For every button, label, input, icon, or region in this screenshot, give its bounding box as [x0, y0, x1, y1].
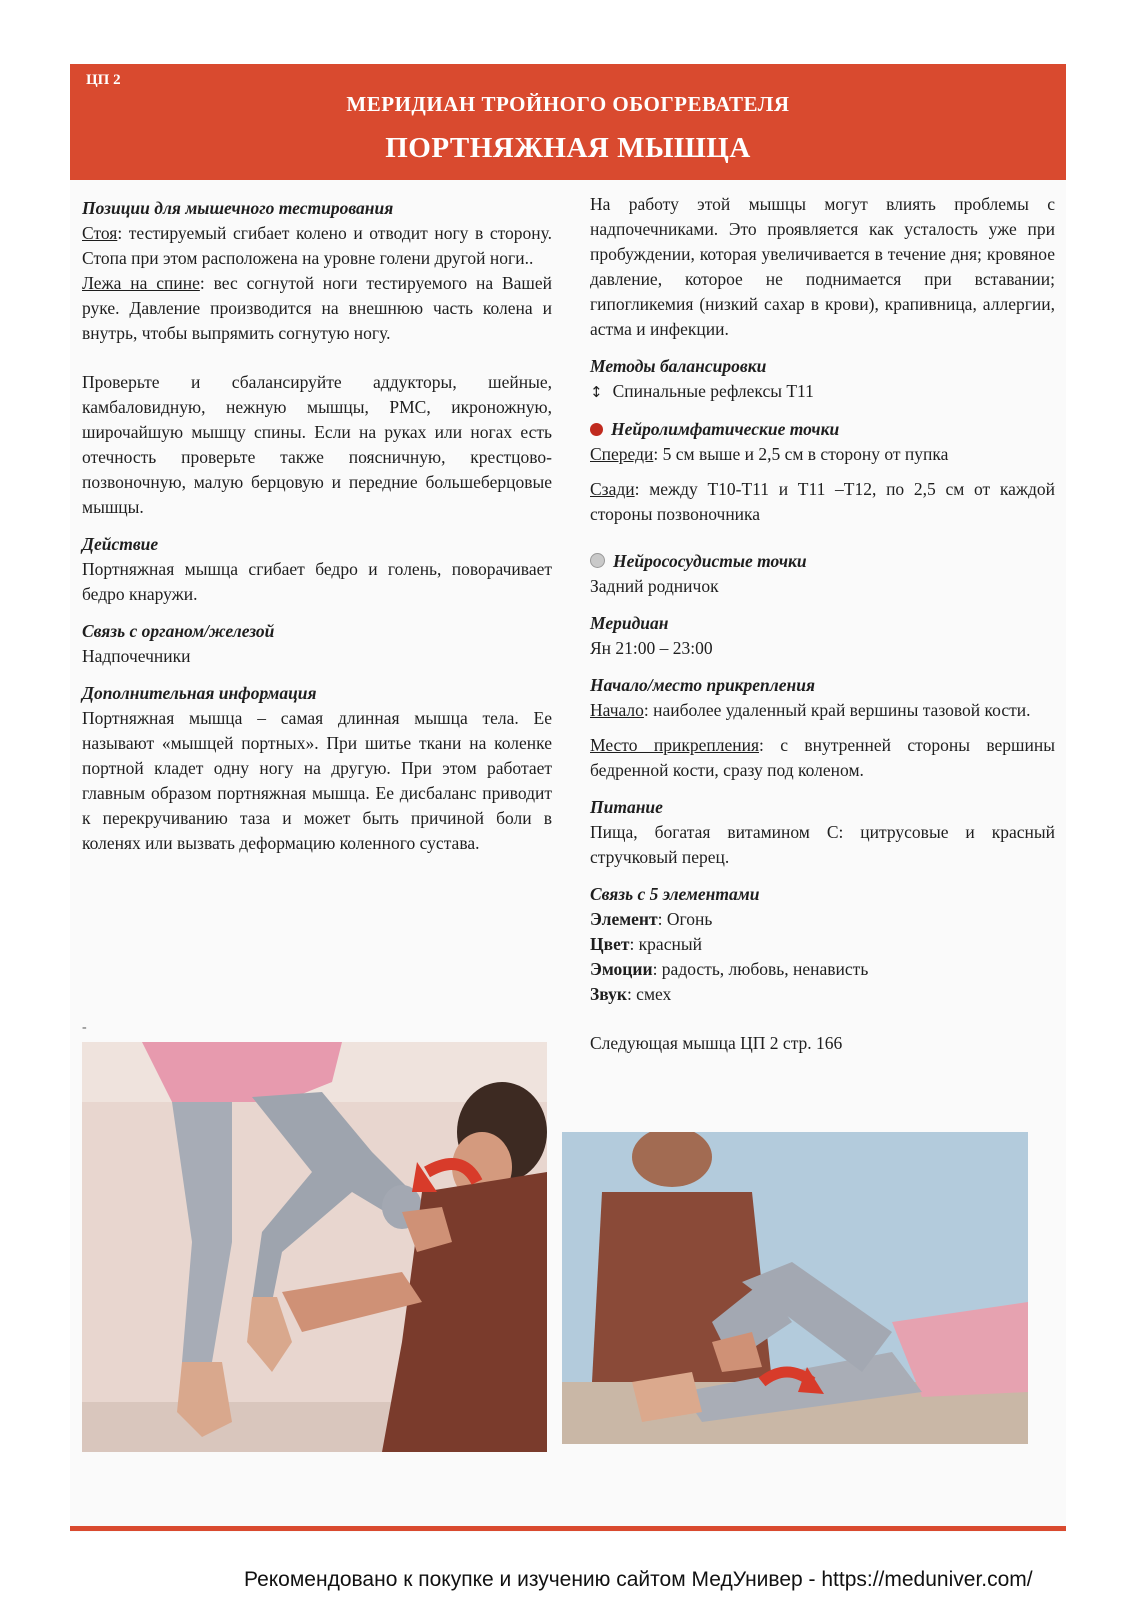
red-point-icon — [590, 423, 603, 436]
back-paragraph — [590, 477, 1055, 527]
standing-test-photo — [82, 1042, 547, 1452]
page-code: ЦП 2 — [86, 72, 121, 88]
meridian-heading: Меридиан — [590, 613, 669, 633]
origin-text: : наиболее удаленный край вершины тазовой кости. — [643, 700, 1031, 720]
insert-label: Место прикрепления — [590, 735, 759, 755]
grey-point-icon — [590, 553, 605, 568]
balance-heading: Методы балансировки — [590, 356, 767, 376]
extra-heading: Дополнительная информация — [82, 683, 317, 703]
positions-heading: Позиции для мышечного тестирования — [82, 198, 394, 218]
origin-label: Начало — [590, 700, 644, 720]
meridian-subtitle: МЕРИДИАН ТРОЙНОГО ОБОГРЕВАТЕЛЯ — [346, 92, 790, 116]
nv-heading: Нейрососудистые точки — [613, 551, 807, 571]
sound-label: Звук — [590, 984, 627, 1004]
footer-rule — [70, 1526, 1066, 1531]
extra-text: Портняжная мышца – самая длинная мышца тела. Ее называют «мышцей портных». При шитье ткани на коленке портной кладет одну ногу на другую. При этом работает главным образом портняжная мышца. Ее дисбаланс приводит к перекручиванию таза и может быть причиной боли в коленях или вызвать деформацию коленного сустава. — [82, 708, 552, 853]
back-label: Сзади — [590, 479, 635, 499]
balance-text: Спинальные рефлексы T11 — [612, 381, 814, 401]
document-page — [70, 64, 1066, 1532]
intro-paragraph: На работу этой мышцы могут влиять проблемы с надпочечниками. Это проявляется как усталость уже при пробуждении, которая увеличивается в течение дня; кровяное давление, которое не поднимается при вставании; гипогликемия (низкий сахар в крови), крапивница, аллергии, астма и инфекции. — [590, 194, 1055, 339]
insert-text: : с внутренней стороны вершины бедренной кости, сразу под коленом. — [590, 735, 1055, 780]
element-value: : Огонь — [657, 909, 713, 929]
sound-value: : смех — [626, 984, 672, 1004]
stray-dash: - — [82, 1020, 87, 1035]
meridian-text: Ян 21:00 – 23:00 — [590, 638, 713, 658]
elements-heading: Связь с 5 элементами — [590, 884, 760, 904]
nutrition-heading: Питание — [590, 797, 663, 817]
emotion-label: Эмоции — [590, 959, 653, 979]
organ-text: Надпочечники — [82, 646, 191, 666]
nl-heading: Нейролимфатические точки — [611, 419, 840, 439]
lying-label: Лежа на спине — [82, 273, 200, 293]
right-column — [590, 192, 1055, 1056]
balance-line — [590, 379, 1055, 405]
lying-text: : вес согнутой ноги тестируемого на Вашей руке. Давление производится на внешнюю часть колена и внутрь, чтобы выпрямить согнутую ногу. — [82, 273, 552, 343]
emotion-line — [590, 957, 1055, 982]
lying-test-photo — [562, 1132, 1028, 1444]
action-heading: Действие — [82, 534, 159, 554]
lying-paragraph — [82, 271, 552, 346]
front-text: : 5 см выше и 2,5 см в сторону от пупка — [653, 444, 949, 464]
nl-heading-line — [590, 417, 1055, 442]
color-value: : красный — [629, 934, 702, 954]
left-column — [82, 196, 552, 856]
standing-text: : тестируемый сгибает колено и отводит ногу в сторону. Стопа при этом расположена на уровне голени другой ноги.. — [82, 223, 552, 268]
page-title: ПОРТНЯЖНАЯ МЫШЦА — [385, 132, 751, 164]
nv-heading-line — [590, 549, 1055, 574]
color-label: Цвет — [590, 934, 630, 954]
site-watermark: Рекомендовано к покупке и изучению сайтом МедУнивер - https://meduniver.com/ — [244, 1568, 1033, 1591]
lying-test-illustration — [562, 1132, 1028, 1444]
sound-line — [590, 982, 1055, 1007]
next-muscle-text: Следующая мышца ЦП 2 стр. 166 — [590, 1033, 843, 1053]
origin-paragraph — [590, 698, 1055, 723]
element-line — [590, 907, 1055, 932]
standing-test-illustration — [82, 1042, 547, 1452]
color-line — [590, 932, 1055, 957]
standing-label: Стоя — [82, 223, 118, 243]
front-paragraph — [590, 442, 1055, 467]
back-text: : между T10-T11 и T11 –T12, по 2,5 см от каждой стороны позвоночника — [590, 479, 1055, 524]
header-banner — [70, 64, 1066, 180]
emotion-value: : радость, любовь, ненависть — [652, 959, 869, 979]
check-paragraph: Проверьте и сбалансируйте аддукторы, шейные, камбаловидную, нежную мышцы, PMC, икроножную, широчайшую мышцу спины. Если на руках или ногах есть отечность проверьте также поясничную, крестцово-позвоночную, малую берцовую и передние большеберцовые мышцы. — [82, 372, 552, 517]
action-text: Портняжная мышца сгибает бедро и голень, поворачивает бедро кнаружи. — [82, 559, 552, 604]
origin-heading: Начало/место прикрепления — [590, 675, 816, 695]
standing-paragraph — [82, 221, 552, 271]
nv-text: Задний родничок — [590, 576, 719, 596]
front-label: Спереди — [590, 444, 654, 464]
organ-heading: Связь с органом/железой — [82, 621, 275, 641]
up-down-arrow-icon: ↕ — [590, 383, 603, 401]
nutrition-text: Пища, богатая витамином С: цитрусовые и красный стручковый перец. — [590, 822, 1055, 867]
element-label: Элемент — [590, 909, 658, 929]
insert-paragraph — [590, 733, 1055, 783]
